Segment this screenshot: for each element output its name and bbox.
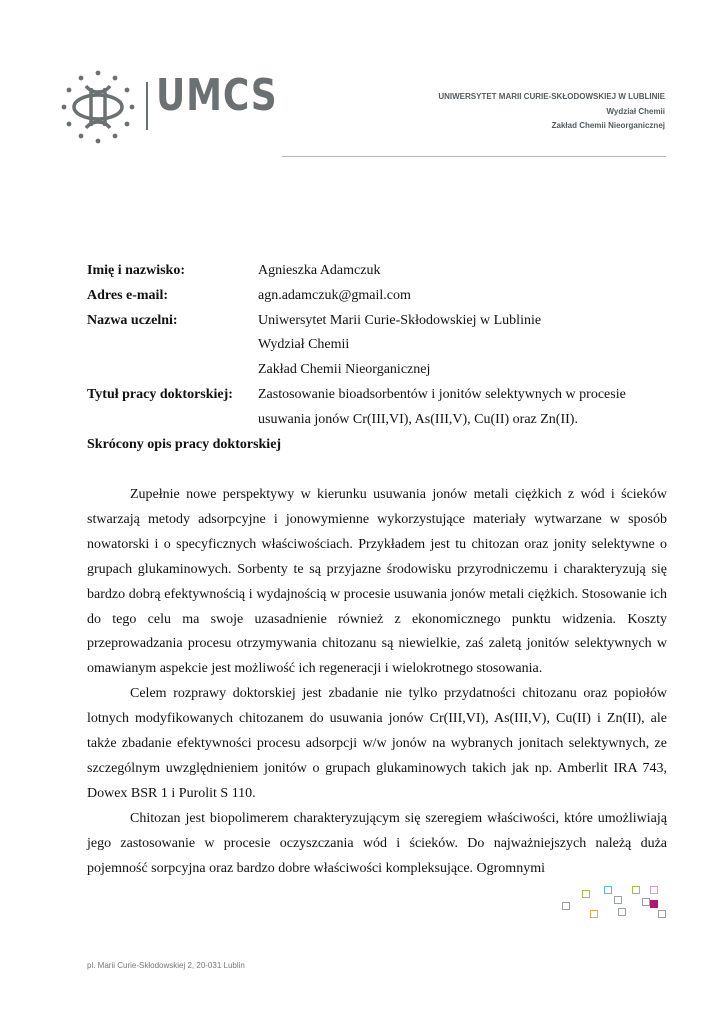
- university-line: Uniwersytet Marii Curie-Skłodowskiej w Lublinie: [258, 312, 542, 328]
- footer-address: pl. Marii Curie-Skłodowskiej 2, 20-031 Lublin: [87, 961, 245, 970]
- email-label: Adres e-mail:: [87, 287, 168, 303]
- square: [618, 908, 626, 916]
- institution-header: [438, 90, 665, 134]
- university-value: [258, 309, 667, 383]
- square: [590, 910, 598, 918]
- square: [562, 902, 570, 910]
- thesis-line: Zastosowanie bioadsorbentów i jonitów selektywnych w procesie: [258, 386, 626, 402]
- summary-body: [87, 483, 667, 882]
- umcs-emblem-icon: [58, 68, 138, 146]
- paragraph: Celem rozprawy doktorskiej jest zbadanie nie tylko przydatności chitozanu oraz popiołów lotnych modyfikowanych chitozanem do usuwania jonów Cr(III,VI), As(III,V), Cu(II) i Zn(II), ale także zbadanie efektywności procesu adsorpcji w/w jonów na wybranych jonitach selektywnych, ze szczególnym uwzględnieniem jonitów o grupach glukaminowych takich jak np. Amberlit IRA 743, Dowex BSR 1 i Purolit S 110.: [87, 686, 667, 801]
- personal-info: [87, 259, 667, 457]
- decorative-squares: [560, 884, 670, 920]
- square: [632, 886, 640, 894]
- university-row: [87, 309, 667, 383]
- square: [582, 890, 590, 898]
- thesis-value: [258, 383, 667, 433]
- university-name: UNIWERSYTET MARII CURIE-SKŁODOWSKIEJ W LUBLINIE: [438, 92, 665, 101]
- thesis-row: [87, 383, 667, 433]
- paragraph: Chitozan jest biopolimerem charakteryzującym się szeregiem właściwości, które umożliwiają jego zastosowanie w procesie oczyszczania wód i ścieków. Do najważniejszych należą duża pojemność sorpcyjna oraz bardzo dobre właściwości kompleksujące. Ogromnymi: [87, 810, 667, 876]
- square: [604, 886, 612, 894]
- paragraph: Zupełnie nowe perspektywy w kierunku usuwania jonów metali ciężkich z wód i ścieków stwarzają metody adsorpcyjne i jonowymienne wykorzystujące materiały wytwarzane w sposób nowatorski i o specyficznych właściwościach. Przykładem jest tu chitozan oraz jonity selektywne o grupach glukaminowych. Sorbenty te są przyjazne środowisku przyrodniczemu i charakteryzują się bardzo dobrą efektywnością i wydajnością w procesie usuwania jonów metali ciężkich. Stosowanie ich do tego celu ma swoje uzasadnienie również z ekonomicznego punktu widzenia. Koszty przeprowadzania procesu otrzymywania chitozanu są niewielkie, zaś zaletą jonitów selektywnych w omawianym aspekcie jest możliwość ich regeneracji i wielokrotnego stosowania.: [87, 487, 667, 677]
- department-name: Zakład Chemii Nieorganicznej: [551, 121, 665, 130]
- umcs-logo: [58, 68, 278, 146]
- square: [650, 886, 658, 894]
- name-label: Imię i nazwisko:: [87, 263, 185, 278]
- thesis-label: Tytuł pracy doktorskiej:: [87, 386, 233, 402]
- faculty-line: Wydział Chemii: [258, 337, 350, 353]
- square: [650, 900, 658, 908]
- square: [658, 910, 666, 918]
- header-divider: [282, 156, 666, 157]
- logo-separator: [146, 82, 148, 130]
- summary-heading: Skrócony opis pracy doktorskiej: [87, 436, 282, 452]
- square: [614, 896, 622, 904]
- email-value: agn.adamczuk@gmail.com: [258, 287, 411, 303]
- name-value: Agnieszka Adamczuk: [258, 263, 381, 278]
- university-label: Nazwa uczelni:: [87, 312, 178, 328]
- name-row: [87, 259, 667, 284]
- faculty-name: Wydział Chemii: [606, 106, 665, 116]
- logo-wordmark: UMCS: [156, 70, 278, 121]
- email-row: [87, 284, 667, 309]
- thesis-line: usuwania jonów Cr(III,VI), As(III,V), Cu(II) oraz Zn(II).: [258, 411, 578, 427]
- department-line: Zakład Chemii Nieorganicznej: [258, 362, 431, 378]
- square: [642, 898, 650, 906]
